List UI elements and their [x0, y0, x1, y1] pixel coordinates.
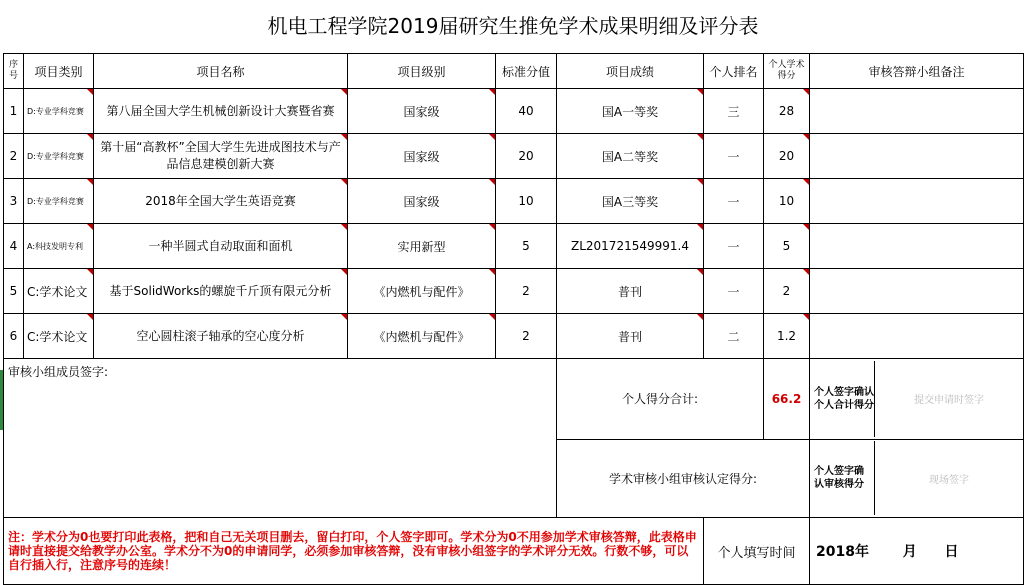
- cell-result[interactable]: 国A二等奖: [557, 134, 704, 179]
- header-result: 项目成绩: [557, 54, 704, 89]
- cell-rank[interactable]: 二: [704, 314, 764, 359]
- cell-standard[interactable]: 5: [496, 224, 557, 269]
- cell-score[interactable]: 1.2: [764, 314, 810, 359]
- cell-result[interactable]: ZL201721549991.4: [557, 224, 704, 269]
- cell-level[interactable]: 实用新型: [348, 224, 496, 269]
- cell-rank[interactable]: 一: [704, 269, 764, 314]
- cell-remark[interactable]: [810, 224, 1024, 269]
- cell-remark[interactable]: [810, 314, 1024, 359]
- cell-seq[interactable]: 3: [4, 179, 24, 224]
- cell-level[interactable]: 国家级: [348, 134, 496, 179]
- cell-category[interactable]: D:专业学科竞赛: [24, 134, 94, 179]
- fill-year: 2018年: [816, 544, 869, 560]
- cell-level[interactable]: 《内燃机与配件》: [348, 269, 496, 314]
- header-score: 个人学术得分: [764, 54, 810, 89]
- cell-name[interactable]: 基于SolidWorks的螺旋千斤顶有限元分析: [94, 269, 348, 314]
- cell-level[interactable]: 国家级: [348, 89, 496, 134]
- header-name: 项目名称: [94, 54, 348, 89]
- fill-day: 日: [944, 544, 959, 560]
- cell-category[interactable]: A:科技发明专利: [24, 224, 94, 269]
- cell-score[interactable]: 20: [764, 134, 810, 179]
- table-row: [4, 269, 1024, 314]
- cell-level[interactable]: 《内燃机与配件》: [348, 314, 496, 359]
- cell-result[interactable]: 普刊: [557, 269, 704, 314]
- table-row: [4, 179, 1024, 224]
- cell-score[interactable]: 28: [764, 89, 810, 134]
- cell-standard[interactable]: 2: [496, 314, 557, 359]
- header-seq: 序号: [4, 54, 24, 89]
- personal-total-value[interactable]: 66.2: [764, 359, 810, 440]
- table-row: [4, 89, 1024, 134]
- personal-confirm-line1: 个人签字确认: [814, 386, 874, 398]
- cell-category[interactable]: D:专业学科竞赛: [24, 179, 94, 224]
- cell-category[interactable]: C:学术论文: [24, 269, 94, 314]
- cell-remark[interactable]: [810, 89, 1024, 134]
- page-title: 机电工程学院2019届研究生推免学术成果明细及评分表: [267, 14, 759, 38]
- cell-seq[interactable]: 2: [4, 134, 24, 179]
- review-confirm-cell: [810, 439, 1024, 517]
- cell-standard[interactable]: 20: [496, 134, 557, 179]
- cell-standard[interactable]: 2: [496, 269, 557, 314]
- fill-month: 月: [902, 544, 917, 560]
- onsite-signature-field[interactable]: 现场签字: [929, 474, 969, 486]
- header-level: 项目级别: [348, 54, 496, 89]
- table-row: [4, 224, 1024, 269]
- cell-rank[interactable]: 一: [704, 179, 764, 224]
- cell-rank[interactable]: 一: [704, 134, 764, 179]
- note-row: [4, 518, 1024, 585]
- cell-result[interactable]: 国A一等奖: [557, 89, 704, 134]
- cell-standard[interactable]: 10: [496, 179, 557, 224]
- cell-name[interactable]: 2018年全国大学生英语竞赛: [94, 179, 348, 224]
- review-team-signature-label: 审核小组成员签字:: [8, 365, 109, 379]
- header-remark: 审核答辩小组备注: [810, 54, 1024, 89]
- cell-seq[interactable]: 4: [4, 224, 24, 269]
- cell-category[interactable]: D:专业学科竞赛: [24, 89, 94, 134]
- review-team-signature[interactable]: [4, 359, 557, 518]
- cell-rank[interactable]: 一: [704, 224, 764, 269]
- cell-result[interactable]: 国A三等奖: [557, 179, 704, 224]
- cell-result[interactable]: 普刊: [557, 314, 704, 359]
- fill-time-label: 个人填写时间: [704, 518, 810, 585]
- cell-seq[interactable]: 1: [4, 89, 24, 134]
- cell-score[interactable]: 10: [764, 179, 810, 224]
- cell-name[interactable]: 空心圆柱滚子轴承的空心度分析: [94, 314, 348, 359]
- cell-seq[interactable]: 5: [4, 269, 24, 314]
- cell-score[interactable]: 5: [764, 224, 810, 269]
- cell-remark[interactable]: [810, 179, 1024, 224]
- header-rank: 个人排名: [704, 54, 764, 89]
- cell-rank[interactable]: 三: [704, 89, 764, 134]
- table-row: [4, 134, 1024, 179]
- cell-remark[interactable]: [810, 134, 1024, 179]
- cell-name[interactable]: 第八届全国大学生机械创新设计大赛暨省赛: [94, 89, 348, 134]
- cell-name[interactable]: 一种半圆式自动取面和面机: [94, 224, 348, 269]
- review-confirm-stamp: [810, 441, 875, 515]
- instruction-note: 注：学术分为0也要打印此表格，把和自己无关项目删去，留白打印，个人签字即可。学术分为0不用参加学术审核答辩，此表格申请时直接提交给教学办公室。学术分不为0的申请同学，必须参加审核答辩，没有审核小组签字的学术评分无效。行数不够，可以自行插入行，注意序号的连续！: [4, 518, 704, 585]
- cell-name[interactable]: 第十届“高教杯”全国大学生先进成图技术与产品信息建模创新大赛: [94, 134, 348, 179]
- personal-confirm-line2: 个人合计得分: [814, 399, 874, 411]
- cell-score[interactable]: 2: [764, 269, 810, 314]
- personal-confirm-cell: [810, 359, 1024, 440]
- submit-signature-field[interactable]: 提交申请时签字: [914, 395, 984, 407]
- cell-seq[interactable]: 6: [4, 314, 24, 359]
- review-score-label: 学术审核小组审核认定得分:: [557, 439, 810, 517]
- cell-remark[interactable]: [810, 269, 1024, 314]
- header-row: [4, 54, 1024, 89]
- cell-category[interactable]: C:学术论文: [24, 314, 94, 359]
- cell-standard[interactable]: 40: [496, 89, 557, 134]
- summary-row: [4, 359, 1024, 440]
- review-confirm-line1: 个人签字确: [814, 466, 864, 478]
- table-row: [4, 314, 1024, 359]
- fill-date-field[interactable]: [810, 518, 1024, 585]
- score-table: [3, 53, 1024, 585]
- personal-total-label: 个人得分合计:: [557, 359, 764, 440]
- header-category: 项目类别: [24, 54, 94, 89]
- header-standard: 标准分值: [496, 54, 557, 89]
- review-confirm-line2: 认审核得分: [814, 479, 864, 491]
- personal-confirm-stamp: [810, 361, 875, 437]
- cell-level[interactable]: 国家级: [348, 179, 496, 224]
